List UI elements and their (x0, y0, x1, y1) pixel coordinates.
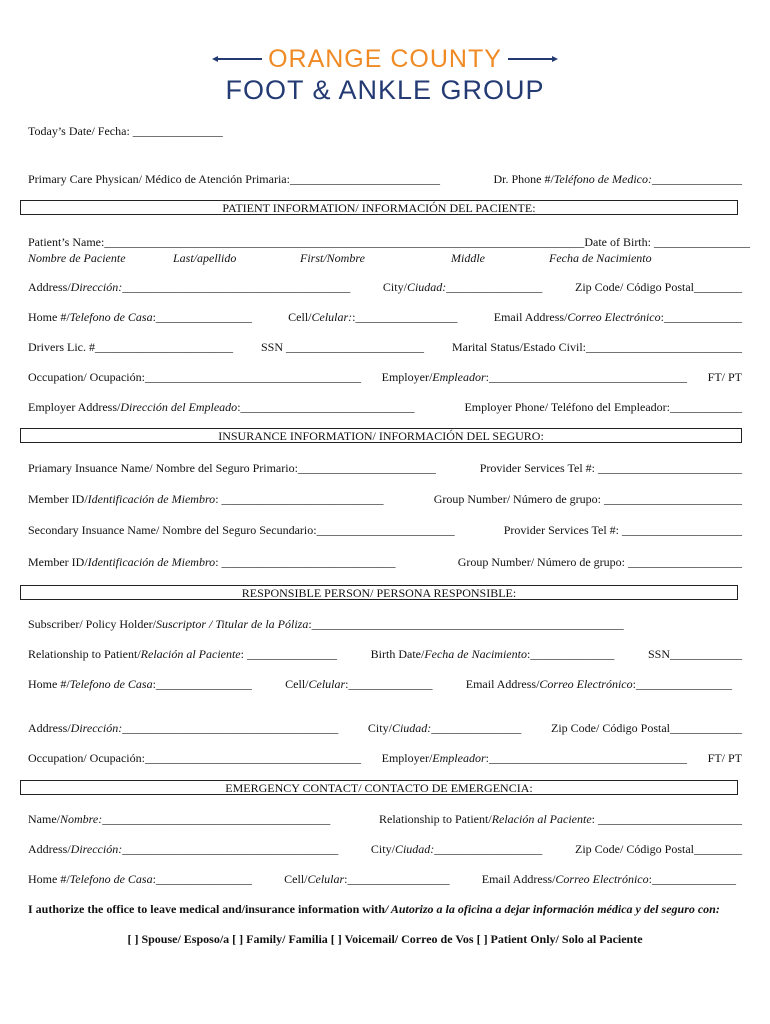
patient-city-field[interactable]: City/Ciudad:________________ (382, 280, 543, 294)
patient-email-field[interactable]: Email Address/Correo Electrónico:_____________ (493, 310, 742, 324)
drivers-license-field[interactable]: Drivers Lic. #_______________________ (28, 340, 233, 354)
pcp-field[interactable]: Primary Care Physican/ Médico de Atención Primaria:_________________________ (28, 172, 440, 186)
provider-tel-1-field[interactable]: Provider Services Tel #: ________________________ (479, 461, 742, 475)
resp-relationship-row (28, 647, 742, 661)
resp-employer-field[interactable]: Employer/Empleador:_________________________________ (381, 751, 687, 765)
emergency-home-field[interactable]: Home #/Telefono de Casa:________________ (28, 872, 252, 886)
logo (0, 44, 770, 108)
resp-ssn-field[interactable]: SSN____________ (647, 647, 742, 661)
emergency-address-row (28, 842, 742, 856)
patient-name-field[interactable]: Patient’s Name:________________________________________________________________________________ (28, 235, 585, 249)
marital-status-field[interactable]: Marital Status/Estado Civil:__________________________ (452, 340, 742, 354)
emergency-relationship-field[interactable]: Relationship to Patient/Relación al Paciente: ________________________ (379, 812, 742, 826)
sub-fecha: Fecha de Nacimiento (549, 251, 652, 265)
provider-tel-2-field[interactable]: Provider Services Tel #: ____________________ (503, 523, 742, 537)
emergency-contact-header: EMERGENCY CONTACT/ CONTACTO DE EMERGENCIA: (20, 780, 738, 795)
emergency-name-field[interactable]: Name/Nombre:______________________________________ (28, 812, 331, 826)
primary-insurance-row (28, 461, 742, 475)
dr-phone-field[interactable]: Dr. Phone #/Teléfono de Medico:_______________ (493, 172, 742, 186)
sub-middle: Middle (451, 251, 485, 265)
sub-first: First/Nombre (300, 251, 365, 265)
resp-birth-date-field[interactable]: Birth Date/Fecha de Nacimiento:______________ (370, 647, 615, 661)
resp-occupation-row (28, 751, 742, 765)
group-number-2-field[interactable]: Group Number/ Número de grupo: ___________________ (457, 555, 742, 569)
logo-foot-ankle-group: FOOT & ANKLE GROUP (225, 75, 545, 105)
patient-ftpt[interactable]: FT/ PT (707, 370, 742, 384)
emergency-cell-field[interactable]: Cell/Celular:_________________ (284, 872, 450, 886)
emergency-address-field[interactable]: Address/Dirección:____________________________________ (28, 842, 339, 856)
resp-relationship-field[interactable]: Relationship to Patient/Relación al Paciente: _______________ (28, 647, 337, 661)
sub-last: Last/apellido (173, 251, 237, 265)
logo-orange-county: ORANGE COUNTY (268, 45, 502, 73)
employer-address-row (28, 400, 742, 414)
patient-info-header: PATIENT INFORMATION/ INFORMACIÓN DEL PACIENTE: (20, 200, 738, 215)
sub-nombre: Nombre de Paciente (28, 251, 126, 265)
resp-occupation-field[interactable]: Occupation/ Ocupación:____________________________________ (28, 751, 361, 765)
dob-field[interactable]: Date of Birth: ________________ (584, 235, 750, 249)
employer-address-field[interactable]: Employer Address/Dirección del Empleado:_____________________________ (28, 400, 415, 414)
emergency-phone-row (28, 872, 736, 886)
patient-employer-field[interactable]: Employer/Empleador:_________________________________ (381, 370, 687, 384)
emergency-city-field[interactable]: City/Ciudad:__________________ (370, 842, 543, 856)
patient-home-field[interactable]: Home #/Telefono de Casa:________________ (28, 310, 252, 324)
authorization-options[interactable]: [ ] Spouse/ Esposo/a [ ] Family/ Familia [ ] Voicemail/ Correo de Vos [ ] Patient Only/ Solo al Paciente (127, 932, 643, 946)
resp-city-field[interactable]: City/Ciudad:_______________ (367, 721, 522, 735)
member-id-2-field[interactable]: Member ID/Identificación de Miembro: _____________________________ (28, 555, 396, 569)
emergency-email-field[interactable]: Email Address/Correo Electrónico:______________ (481, 872, 736, 886)
authorization-statement: I authorize the office to leave medical and/insurance information with/ Autorizo a la oficina a dejar información médica y del seguro con: (28, 902, 720, 916)
patient-cell-field[interactable]: Cell/Celular::_________________ (288, 310, 458, 324)
patient-ssn-field[interactable]: SSN _______________________ (260, 340, 424, 354)
resp-address-row (28, 721, 742, 735)
subscriber-row[interactable]: Subscriber/ Policy Holder/Suscriptor / Titular de la Póliza:____________________________________________________ (28, 617, 624, 631)
responsible-person-header: RESPONSIBLE PERSON/ PERSONA RESPONSIBLE: (20, 585, 738, 600)
resp-address-field[interactable]: Address/Dirección:____________________________________ (28, 721, 339, 735)
resp-home-field[interactable]: Home #/Telefono de Casa:________________ (28, 677, 252, 691)
patient-occupation-field[interactable]: Occupation/ Ocupación:____________________________________ (28, 370, 361, 384)
member-id-2-row (28, 555, 742, 569)
primary-insurance-field[interactable]: Priamary Insuance Name/ Nombre del Seguro Primario:_______________________ (28, 461, 436, 475)
todays-date-field[interactable]: Today’s Date/ Fecha: _______________ (28, 124, 223, 138)
member-id-1-row (28, 492, 742, 506)
resp-email-field[interactable]: Email Address/Correo Electrónico:________________ (465, 677, 732, 691)
patient-name-row (28, 235, 750, 249)
patient-occupation-row (28, 370, 742, 384)
employer-phone-field[interactable]: Employer Phone/ Teléfono del Empleador:____________ (464, 400, 742, 414)
resp-phone-row (28, 677, 732, 691)
resp-cell-field[interactable]: Cell/Celular:______________ (285, 677, 433, 691)
patient-address-row (28, 280, 742, 294)
group-number-1-field[interactable]: Group Number/ Número de grupo: _______________________ (433, 492, 742, 506)
patient-address-field[interactable]: Address/Dirección:______________________________________ (28, 280, 351, 294)
emergency-name-row (28, 812, 742, 826)
patient-zip-field[interactable]: Zip Code/ Código Postal________ (574, 280, 742, 294)
emergency-zip-field[interactable]: Zip Code/ Código Postal________ (574, 842, 742, 856)
patient-license-row (28, 340, 742, 354)
patient-phone-row (28, 310, 742, 324)
resp-ftpt[interactable]: FT/ PT (707, 751, 742, 765)
member-id-1-field[interactable]: Member ID/Identificación de Miembro: ___________________________ (28, 492, 384, 506)
secondary-insurance-field[interactable]: Secondary Insuance Name/ Nombre del Seguro Secundario:_______________________ (28, 523, 455, 537)
insurance-info-header: INSURANCE INFORMATION/ INFORMACIÓN DEL SEGURO: (20, 428, 742, 443)
secondary-insurance-row (28, 523, 742, 537)
resp-zip-field[interactable]: Zip Code/ Código Postal____________ (550, 721, 742, 735)
pcp-row (28, 172, 742, 186)
